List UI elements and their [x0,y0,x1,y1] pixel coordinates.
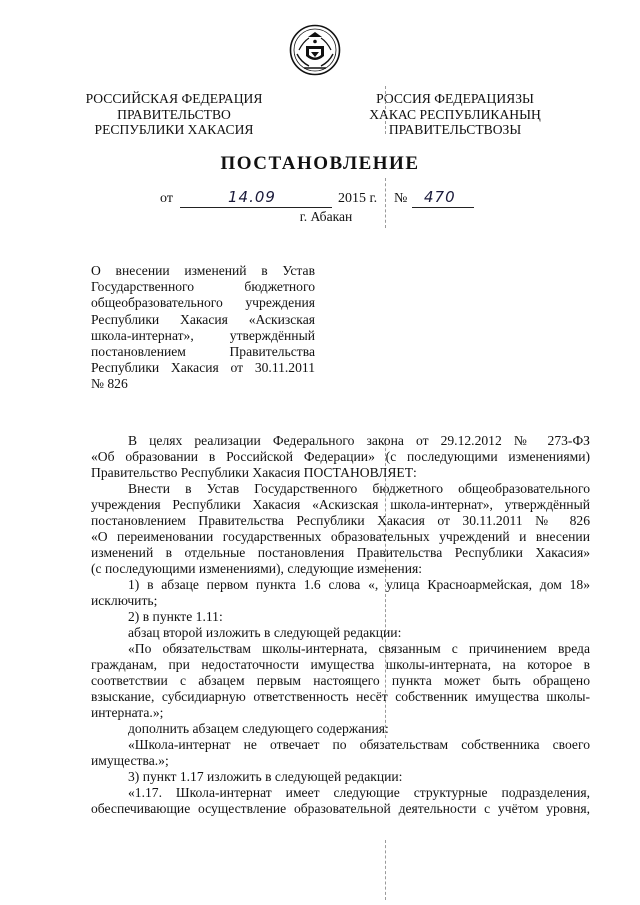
date-from-label: от [160,191,173,206]
body-line: обеспечивающие осуществление образовательной деятельности с учётом уровня, [91,801,590,816]
body-line: «1.17. Школа-интернат имеет следующие структурные подразделения, [128,785,590,800]
body-line: учреждения Республики Хакасия «Аскизская школа-интернат», утверждённый [91,497,590,512]
subject-line: Республики Хакасия «Аскизская [91,311,315,327]
handwritten-date: 14.09 [228,188,276,206]
body-line: изменений в отдельные постановления Правительства Республики Хакасия» [91,545,590,560]
body-line: «По обязательствам школы-интерната, связанным с причинением вреда [128,641,590,656]
subject-line: О внесении изменений в Устав [91,263,315,278]
header-right-line: РОССИЯ ФЕДЕРАЦИЯЗЫ [376,91,534,106]
city-label: г. Абакан [299,209,353,224]
body-line: соответствии с абзацем первым настоящего пункта может быть обращено [91,673,590,688]
header-right [366,91,544,138]
body-line: имущества.»; [91,753,169,768]
body-line: «Школа-интернат не отвечает по обязательствам собственника своего [128,737,590,752]
body-line: дополнить абзацем следующего содержания: [128,721,389,736]
header-left [84,91,264,138]
body-line: 1) в абзаце первом пункта 1.6 слова «, улица Красноармейская, дом 18» [128,577,590,592]
body-text [91,433,590,817]
body-line: абзац второй изложить в следующей редакции: [128,625,402,640]
body-line: постановлением Правительства Республики Хакасия от 30.11.2011 № 826 [91,513,590,528]
body-line: (с последующими изменениями), следующие изменения: [91,561,423,576]
body-line: гражданам, при недостаточности имущества школы-интерната, на которое в [91,657,590,672]
header-left-line: ПРАВИТЕЛЬСТВО [117,106,231,122]
body-line: взыскание, субсидиарную ответственность несёт собственник имущества школы- [91,689,590,704]
body-line: В целях реализации Федерального закона от 29.12.2012 № 273-ФЗ [128,433,590,448]
header-left-line: РОССИЙСКАЯ ФЕДЕРАЦИЯ [85,91,263,106]
body-line: «Об образовании в Российской Федерации» (с последующими изменениями) [91,449,590,464]
subject-line: постановлением Правительства [91,343,315,359]
subject-line: № 826 [91,376,128,392]
body-line: 2) в пункте 1.11: [128,609,223,624]
number-label: № [394,191,408,206]
body-line: Правительство Республики Хакасия ПОСТАНОВЛЯЕТ: [91,465,417,480]
subject-line: общеобразовательного учреждения [91,295,315,311]
document-title: ПОСТАНОВЛЕНИЕ [220,153,420,174]
body-line: интерната.»; [91,705,164,720]
subject-line: школа-интернат», утверждённый [91,327,315,343]
body-line: 3) пункт 1.17 изложить в следующей редакции: [128,769,403,784]
header-right-line: ХАКАС РЕСПУБЛИКАНЫҢ [369,106,541,122]
subject-line: Государственного бюджетного [91,279,315,295]
body-line: Внести в Устав Государственного бюджетного общеобразовательного [128,481,590,496]
handwritten-number: 470 [424,188,456,206]
subject-block [91,263,315,393]
fold-mark [385,86,386,134]
header-right-line: ПРАВИТЕЛЬСТВОЗЫ [388,122,522,137]
fold-mark [385,840,386,900]
header-left-line: РЕСПУБЛИКИ ХАКАСИЯ [94,122,254,137]
subject-line: Республики Хакасия от 30.11.2011 [91,360,315,376]
coat-of-arms-emblem [289,24,341,76]
year-label: 2015 г. [338,191,378,206]
body-line: исключить; [91,593,158,608]
body-line: «О переименовании государственных образовательных учреждений и внесении [91,529,590,544]
